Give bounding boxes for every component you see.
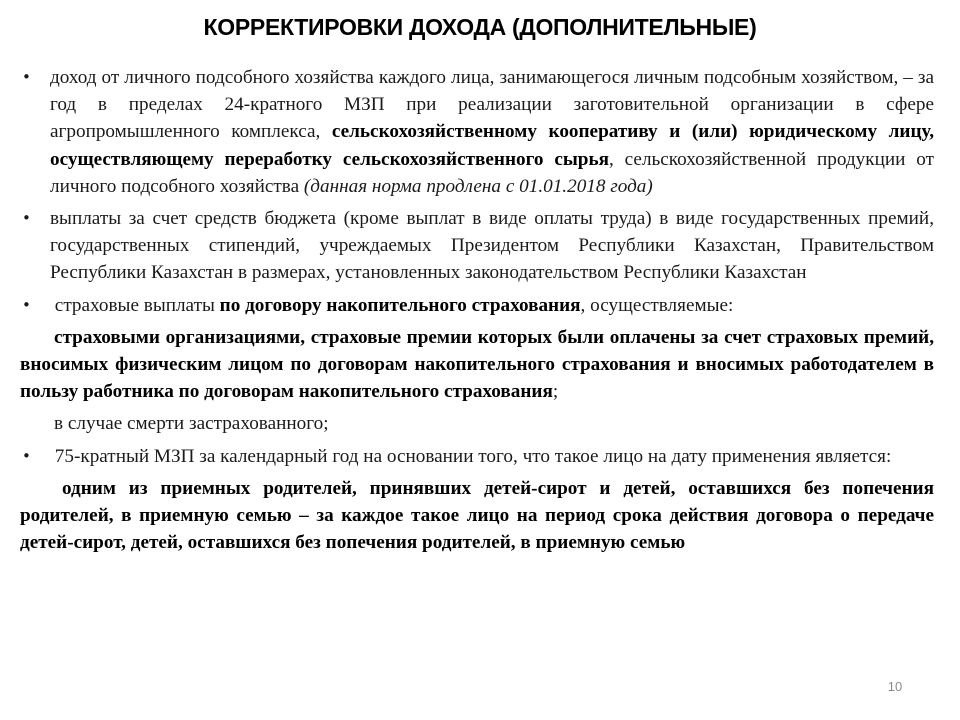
bullet-text: , сельскохозяйственной продукции от личного подсобного хозяйства <box>50 148 934 197</box>
bullet-text: 75-кратный МЗП за календарный год на основании того, что такое лицо на дату применения является: <box>50 445 892 467</box>
page-number: 10 <box>887 679 903 694</box>
bullet-icon: • <box>22 209 31 228</box>
slide-content <box>20 64 934 561</box>
sub-item-foster-parents <box>20 475 934 557</box>
sub-item-text: в случае смерти застрахованного; <box>54 413 329 435</box>
bullet-text-bold: по договору накопительного страхования <box>219 294 581 316</box>
bullet-text-bold: сельскохозяйственному кооперативу и (или) юридическому лицу, осуществляющему переработку сельскохозяйственного сырья <box>50 121 934 170</box>
bullet-text: , осуществляемые: <box>580 294 734 316</box>
slide-title: КОРРЕКТИРОВКИ ДОХОДА (ДОПОЛНИТЕЛЬНЫЕ) <box>203 14 757 40</box>
bullet-text: страховые выплаты <box>50 294 220 316</box>
bullet-icon: • <box>22 295 31 314</box>
bullet-icon: • <box>22 68 31 86</box>
bullet-item-75-mzp <box>20 443 934 470</box>
bullet-item-insurance-payments <box>20 292 934 319</box>
sub-item-text-bold: одним из приемных родителей, принявших детей-сирот и детей, оставшихся без попечения родителей, в приемную семью – за каждое такое лицо на период срока действия договора о передаче детей-сирот, детей, оставшихся без попечения родителей, в приемную семью <box>20 477 934 554</box>
bullet-text: доход от личного подсобного хозяйства каждого лица, занимающегося личным подсобным хозяйством, – за год в пределах 24-кратного МЗП при реализации заготовительной организации в сфере агропромышленного комплекса, <box>50 67 934 143</box>
bullet-item-budget-payments <box>20 205 934 287</box>
bullet-note-italic: (данная норма продлена с 01.01.2018 года) <box>303 175 653 197</box>
bullet-text: выплаты за счет средств бюджета (кроме выплат в виде оплаты труда) в виде государственных премий, государственных стипендий, учреждаемых Президентом Республики Казахстан, Правительством Республики Казахстан в размерах, установленных законодательством Республики Казахстан <box>50 208 934 284</box>
sub-item-death-of-insured <box>20 410 934 437</box>
sub-item-text: ; <box>552 381 559 403</box>
sub-item-text-bold: страховыми организациями, страховые премии которых были оплачены за счет страховых премий, вносимых физическим лицом по договорам накопительного страхования и вносимых работодателем в пользу работника по договорам накопительного страхования <box>20 326 934 403</box>
bullet-icon: • <box>22 446 31 465</box>
bullet-item-household-income <box>20 64 934 200</box>
sub-item-insurance-organizations <box>20 324 934 406</box>
